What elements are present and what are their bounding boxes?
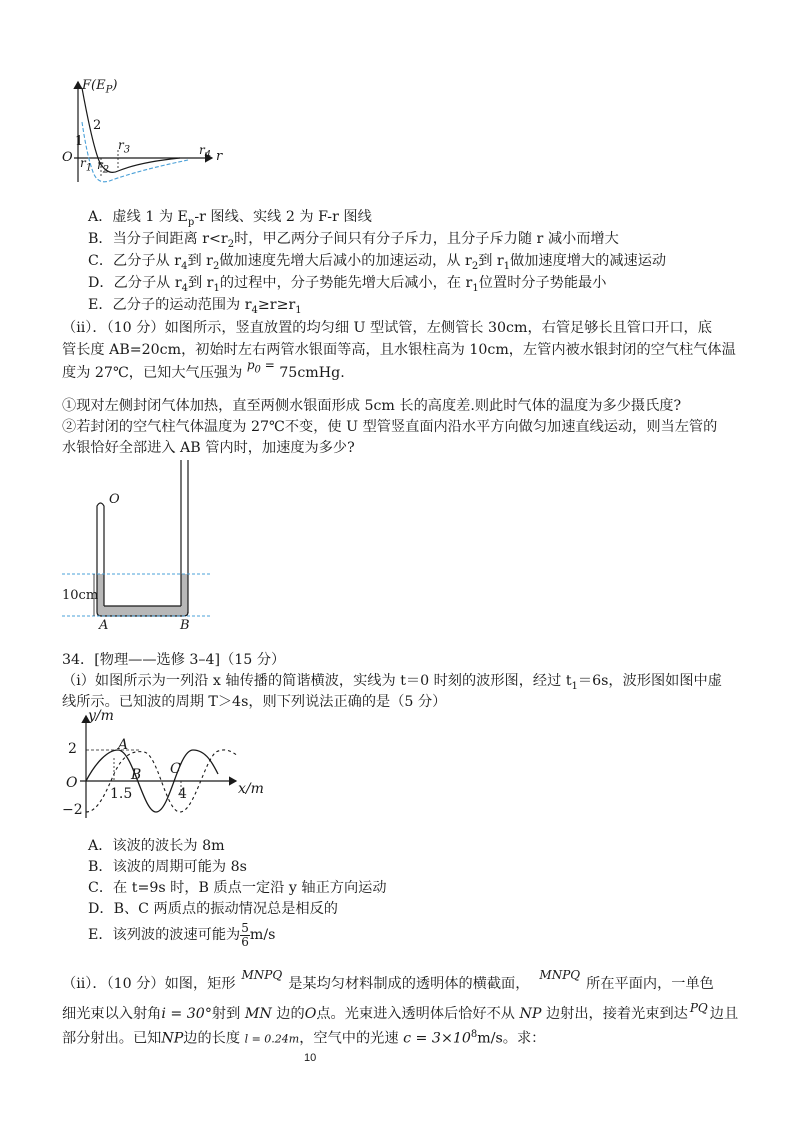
- q34-option-e: E．该列波的波速可能为 $\frac{5}{6}$ m/s: [88, 920, 276, 949]
- q33-ii-line2: 管长度 AB=20cm，初始时左右两管水银面等高，且水银柱高为 10cm，左管内被水银封闭的空气柱气体温: [62, 342, 736, 358]
- q34-i-line1: （i）如图所示为一列沿 x 轴传播的简谐横波，实线为 t＝0 时刻的波形图，经过 $t_1=6s$，波形图如图中虚: [62, 673, 722, 692]
- wave-tick-1-5: 1.5: [110, 786, 133, 802]
- wave-point-b: B: [131, 767, 142, 783]
- wave-ylabel: y/m: [88, 708, 114, 724]
- wave-point-c: C: [170, 761, 181, 777]
- r2-label: $r_2$: [97, 158, 110, 176]
- wave-y-pos: 2: [68, 741, 77, 757]
- u-tube-diagram: [60, 460, 210, 635]
- wave-xlabel: x/m: [238, 781, 264, 797]
- graph1-xlabel: r: [216, 149, 223, 164]
- speed-fraction: $\frac{5}{6}$: [241, 920, 249, 949]
- q33-ii-sub2-line1: ②若封闭的空气柱气体温度为 27℃不变，使 U 型管竖直面内沿水平方向做匀加速直线运动，则当左管的: [62, 419, 718, 435]
- graph1-ylabel: $F(E_P)$: [82, 78, 118, 96]
- curve2-label: 2: [93, 118, 102, 133]
- q34-option-c: C．在 t=9s 时，B 质点一定沿 y 轴正方向运动: [88, 880, 387, 896]
- q34-option-b: B．该波的周期可能为 8s: [88, 859, 247, 875]
- utube-b-label: B: [180, 618, 190, 633]
- q33-ii-line3: 度为 27℃，已知大气压强为 $^{p_0 =}$ 75cmHg.: [62, 358, 345, 381]
- q34-ii-line2: 细光束以入射角i = 30°射到 MN 边的O点。光束进入透明体后恰好不从 NP 边射出，接着光束到达 $^{PQ}$ 边且: [62, 1001, 739, 1022]
- utube-o-label: O: [109, 492, 120, 507]
- q33-ii-sub1: ①现对左侧封闭气体加热，直至两侧水银面形成 5cm 长的高度差.则此时气体的温度为多少摄氏度?: [62, 398, 682, 414]
- q34-i-line2: 线所示。已知波的周期 T＞4s，则下列说法正确的是（5 分）: [62, 694, 447, 710]
- q33-option-c: C．乙分子从 $r_4$到 $r_2$做加速度先增大后减小的加速运动，从 $r_2$到 $r_1$做加速度增大的减速运动: [88, 253, 667, 272]
- q33-ii-line1: （ii）．（10 分）如图所示，竖直放置的均匀细 U 型试管，左侧管长 30cm，右管足够长且管口开口，底: [62, 320, 712, 336]
- graph1-origin: O: [62, 150, 73, 165]
- wave-diagram: [60, 712, 270, 820]
- mercury-column: [97, 574, 188, 616]
- q33-option-d: D．乙分子从 $r_4$到 $r_1$的过程中，分子势能先增大后减小，在 $r_1$位置时分子势能最小: [88, 275, 607, 294]
- r3-label: $r_3$: [118, 138, 131, 156]
- q33-option-e: E．乙分子的运动范围为 $r_4\ge r\ge r_1$: [88, 297, 302, 316]
- r4-label: $r_4$: [199, 143, 212, 161]
- wave-tick-4: 4: [178, 786, 187, 802]
- q34-option-d: D．B、C 两质点的振动情况总是相反的: [88, 901, 338, 917]
- q33-ii-sub2-line2: 水银恰好全部进入 AB 管内时，加速度为多少?: [62, 440, 355, 456]
- q34-ii-line3: 部分射出。已知NP边的长度 l = 0.24m，空气中的光速 $c = 3\times 10^8m/s$。求：: [62, 1029, 546, 1047]
- q34-title: 34．[物理——选修 3–4]（15 分）: [62, 652, 286, 668]
- wave-origin: O: [66, 775, 78, 791]
- utube-height-label: 10cm: [62, 588, 99, 603]
- utube-a-label: A: [99, 618, 109, 633]
- wave-y-neg: −2: [62, 802, 83, 818]
- q34-ii-line1: （ii）．（10 分）如图，矩形$^{MNPQ}$是某均匀材料制成的透明体的横截面，$^{MNPQ}$所在平面内，一单色: [62, 968, 714, 992]
- wave-point-a: A: [118, 737, 129, 753]
- q33-option-a: A．虚线 1 为 $E_p-r$ 图线、实线 2 为 F-r 图线: [88, 209, 372, 228]
- page-number: 10: [304, 1052, 317, 1064]
- r1-label: $r_1$: [80, 156, 93, 174]
- curve1-label: 1: [75, 134, 84, 149]
- q33-option-b: B．当分子间距离 $r<r_2$时，甲乙两分子间只有分子斥力，且分子斥力随 r 减小而增大: [88, 231, 619, 250]
- q34-option-a: A．该波的波长为 8m: [88, 838, 225, 854]
